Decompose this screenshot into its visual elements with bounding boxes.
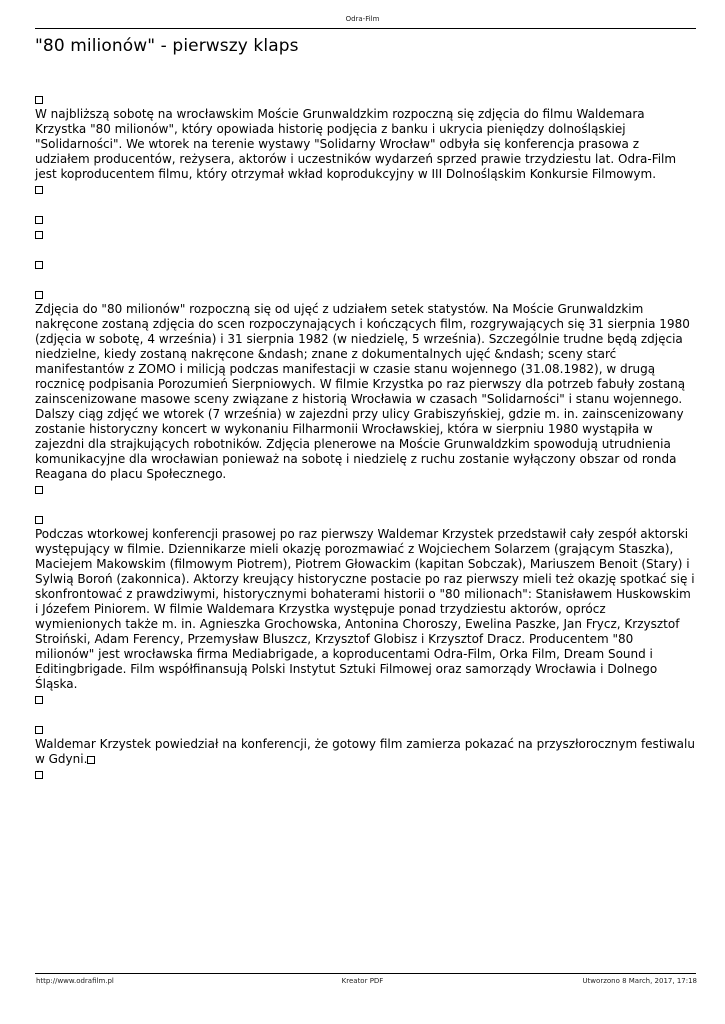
missing-glyph-box [35, 516, 43, 524]
article-paragraph-1: W najbliższą sobotę na wrocławskim Moście Grunwaldzkim rozpoczną się zdjęcia do filmu Waldemara Krzystka "80 milionów", który opowiada historię podjęcia z banku i ukrycia pieniędzy dolnośląskiej "Solidarności". We wtorek na terenie wystawy "Solidarny Wrocław" odbyła się konferencja prasowa z udziałem producentów, reżysera, aktorów i uczestników wydarzeń sprzed prawie trzydziestu lat. Odra-Film jest koproducentem filmu, który otrzymał wkład koprodukcyjny w III Dolnośląskim Konkursie Filmowym. [35, 107, 677, 181]
missing-glyph-box [35, 231, 43, 239]
article-paragraph-4: Waldemar Krzystek powiedział na konferencji, że gotowy film zamierza pokazać na przyszłorocznym festiwalu w Gdyni. [35, 737, 695, 766]
article-paragraph-2: Zdjęcia do "80 milionów" rozpoczną się od ujęć z udziałem setek statystów. Na Moście Grunwaldzkim nakręcone zostaną zdjęcia do scen rozpoczynających i kończących film, rozgrywających się 31 sierpnia 1980 (zdjęcia w sobotę, 4 września) i 31 sierpnia 1982 (w niedzielę, 5 września). Szczególnie trudne będą zdjęcia niedzielne, kiedy zostaną nakręcone &ndash; znane z dokumentalnych ujęć &ndash; sceny starć manifestantów z ZOMO i milicją podczas manifestacji w czasie stanu wojennego (31.08.1982), w drugą rocznicę podpisania Porozumień Sierpniowych. W filmie Krzystka po raz pierwszy dla potrzeb fabuły zostaną zainscenizowane masowe sceny związane z historią Wrocławia w czasach "Solidarności" i stanu wojennego. Dalszy ciąg zdjęć we wtorek (7 września) w zajezdni przy ulicy Grabiszyńskiej, gdzie m. in. zainscenizowany zostanie historyczny koncert w wykonaniu Filharmonii Wrocławskiej, która w sierpniu 1980 wystąpiła w zajezdni dla strajkujących robotników. Zdjęcia plenerowe na Moście Grunwaldzkim spowodują utrudnienia komunikacyjne dla wrocławian ponieważ na sobotę i niedzielę z ruchu zostanie wyłączony obszar od ronda Reagana do placu Społecznego. [35, 302, 690, 481]
missing-glyph-box [35, 696, 43, 704]
footer-created-date: Utworzono 8 March, 2017, 17:18 [582, 977, 697, 985]
article-paragraph-4-wrap [35, 737, 695, 767]
footer-divider [35, 973, 696, 974]
header-site-name: Odra-Film [345, 15, 380, 23]
article-body [35, 92, 695, 782]
missing-glyph-box [35, 726, 43, 734]
header-divider [35, 28, 696, 29]
missing-glyph-box [35, 261, 43, 269]
missing-glyph-box [35, 486, 43, 494]
missing-glyph-box [35, 291, 43, 299]
article-paragraph-3: Podczas wtorkowej konferencji prasowej po raz pierwszy Waldemar Krzystek przedstawił cały zespół aktorski występujący w filmie. Dziennikarze mieli okazję porozmawiać z Wojciechem Solarzem (grającym Staszka), Maciejem Makowskim (filmowym Piotrem), Piotrem Głowackim (kapitan Sobczak), Mariuszem Benoit (Stary) i Sylwią Boroń (zakonnica). Aktorzy kreujący historyczne postacie po raz pierwszy mieli też okazję spotkać się i skonfrontować z prawdziwymi, historycznymi bohaterami historii o "80 milionach": Stanisławem Huskowskim i Józefem Piniorem. W filmie Waldemara Krzystka występuje ponad trzydziestu aktorów, oprócz wymienionych także m. in. Agnieszka Grochowska, Antonina Choroszy, Ewelina Paszke, Jan Frycz, Krzysztof Stroiński, Adam Ferency, Przemysław Bluszcz, Krzysztof Globisz i Krzysztof Dracz. Producentem "80 milionów" jest wrocławska firma Mediabrigade, a koproducentami Odra-Film, Orka Film, Dream Sound i Editingbrigade. Film współfinansują Polski Instytut Sztuki Filmowej oraz samorządy Wrocławia i Dolnego Śląska. [35, 527, 695, 691]
footer-website-link[interactable]: http://www.odrafilm.pl [36, 977, 114, 985]
article-title: "80 milionów" - pierwszy klaps [35, 36, 299, 56]
missing-glyph-box [35, 771, 43, 779]
missing-glyph-box [87, 756, 95, 764]
missing-glyph-box [35, 96, 43, 104]
footer-creator: Kreator PDF [341, 977, 384, 985]
missing-glyph-box [35, 216, 43, 224]
missing-glyph-box [35, 186, 43, 194]
